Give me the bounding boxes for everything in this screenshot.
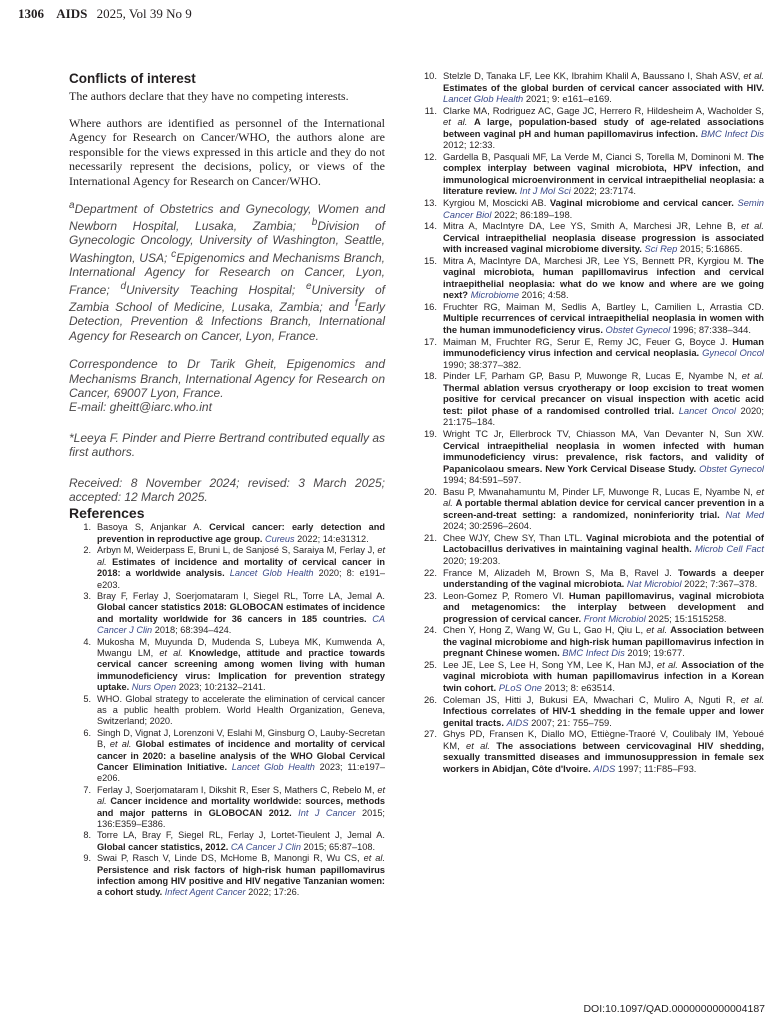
reference-authors: Torre LA, Bray F, Siegel RL, Ferlay J, Lortet-Tieulent J, Jemal A. [97, 830, 385, 841]
reference-citation: 2023; 10:2132–2141. [176, 682, 266, 693]
reference-citation: 2015; 65:87–108. [300, 841, 376, 852]
reference-authors: Chen Y, Hong Z, Wang W, Gu L, Gao H, Qiu L, [443, 624, 647, 636]
reference-citation: 1997; 11:F85–F93. [615, 762, 697, 774]
reference-journal[interactable]: Gynecol Oncol [702, 347, 764, 359]
reference-title: Association of the vaginal microbiota with human papillomavirus infection in a Korean twin cohort. [443, 658, 765, 693]
reference-journal[interactable]: BMC Infect Dis [562, 647, 625, 659]
reference-title: Towards a deeper understanding of the vaginal microbiota. [443, 566, 764, 590]
reference-number: 19. [423, 427, 437, 439]
reference-title: Global estimates of incidence and mortality of cervical cancer in 2020: a baseline analysis of the WHO Global Cervical Cancer Elimination Initiative. [97, 739, 385, 772]
right-column [415, 70, 764, 774]
reference-title: The associations between cervicovaginal HIV shedding, sexually transmitted diseases and immunosuppression in female sex workers in Abidjan, Côte d'Ivoire. [443, 739, 764, 774]
reference-et-al: et al. [740, 693, 765, 705]
reference-item [69, 545, 385, 591]
reference-citation: 2022; 86:189–198. [491, 208, 573, 220]
reference-journal[interactable]: Sci Rep [644, 243, 678, 255]
reference-journal[interactable]: Lancet Glob Health [443, 93, 524, 105]
reference-journal[interactable]: CA Cancer J Clin [97, 613, 385, 636]
reference-item [69, 830, 385, 853]
left-column [69, 70, 385, 899]
reference-title: A large, population-based study of age-related associations between vaginal pH and human papillomavirus infection. [443, 116, 765, 139]
reference-item [415, 486, 764, 532]
reference-authors: Basoya S, Anjankar A. [97, 522, 210, 533]
reference-number: 14. [423, 220, 437, 232]
reference-authors: Arbyn M, Weiderpass E, Bruni L, de Sanjosé S, Saraiya M, Ferlay J, [97, 545, 378, 556]
affiliation: $^b$Division of Gynecologic Oncology, University of Washington, Seattle, Washington, USA; [69, 216, 385, 265]
reference-number: 27. [423, 728, 437, 740]
reference-journal[interactable]: PLoS One [498, 681, 542, 693]
reference-number: 13. [423, 197, 437, 209]
reference-item [69, 637, 385, 694]
reference-et-al: et al. [97, 784, 385, 807]
correspondence: Correspondence to Dr Tarik Gheit, Epigenomics and Mechanisms Branch, International Agency for Research on Cancer, 69007 Lyon, France. [69, 357, 385, 401]
reference-et-al: et al. [363, 853, 386, 864]
reference-title: Persistence and risk factors of high-risk human papillomavirus infection among HIV positive and HIV negative Tanzanian women: a cohort study. [97, 864, 385, 898]
reference-title: Cervical cancer: early detection and prevention in reproductive age group. [97, 522, 385, 544]
reference-et-al: et al. [466, 739, 491, 751]
affiliation: $^d$University Teaching Hospital; [120, 280, 306, 297]
reference-item [415, 532, 764, 567]
volume-info: 2025, Vol 39 No 9 [96, 6, 192, 21]
reference-title: Knowledge, attitude and practice towards cervical cancer screening among women living with human immunodeficiency virus: Implication for prevention strategy uptake. [97, 647, 385, 693]
reference-number: 9. [83, 853, 91, 864]
reference-item [415, 255, 764, 301]
reference-number: 2. [83, 545, 91, 556]
reference-number: 11. [424, 104, 437, 116]
reference-title: The complex interplay between vaginal microbiota, HPV infection, and immunological microenvironment in cervical intraepithelial neoplasia: a literature review. [443, 150, 764, 197]
reference-authors: Clarke MA, Rodriguez AC, Gage JC, Herrero R, Hildesheim A, Wacholder S, [443, 104, 764, 116]
reference-citation: 2021; 9: e161–e169. [523, 93, 612, 105]
reference-authors: Singh D, Vignat J, Lorenzoni V, Eslahi M, Ginsburg O, Lauby-Secretan B, [97, 727, 385, 750]
reference-citation: 2023; 11:e197–e206. [97, 762, 386, 784]
reference-title: Cancer incidence and mortality worldwide: sources, methods and major patterns in GLOBOCAN 2012. [97, 796, 385, 818]
reference-title: Human papillomavirus, vaginal microbiota and metagenomics: the interplay between development and progression of cervical cancer. [443, 589, 764, 624]
reference-number: 8. [83, 830, 91, 841]
affiliation: $^e$University of Zambia School of Medicine, Lusaka, Zambia; and [69, 280, 385, 314]
reference-list-right [415, 70, 764, 774]
reference-journal[interactable]: Lancet Glob Health [229, 568, 314, 579]
reference-title: Global cancer statistics, 2012. [97, 841, 229, 852]
reference-authors: WHO. Global strategy to accelerate the elimination of cervical cancer as a public health problem. World Health Organization, Geneva, Switzerland; 2020. [97, 693, 385, 727]
reference-et-al: et al. [741, 220, 764, 232]
reference-title: Thermal ablation versus cryotherapy or loop excision to treat women positive for cervical precancer on visual inspection with acetic acid test: pilot phase of a randomised controlled trial. [443, 381, 764, 416]
reference-authors: Pinder LF, Parham GP, Basu P, Muwonge R, Lucas E, Nyambe N, [443, 370, 742, 382]
reference-authors: France M, Alizadeh M, Brown S, Ma B, Ravel J. [443, 566, 678, 578]
reference-number: 1. [83, 522, 91, 533]
reference-number: 7. [83, 784, 91, 795]
running-header [18, 6, 763, 22]
reference-citation: 2018; 68:394–424. [152, 625, 232, 636]
affiliation: $^a$Department of Obstetrics and Gynecology, Women and Newborn Hospital, Lusaka, Zambia; [69, 199, 385, 233]
reference-et-al: et al. [743, 70, 765, 81]
reference-authors: Leon-Gomez P, Romero VI. [443, 589, 569, 601]
reference-item [415, 301, 764, 336]
reference-authors: Stelzle D, Tanaka LF, Lee KK, Ibrahim Khalil A, Baussano I, Shah ASV, [443, 70, 744, 81]
reference-number: 20. [423, 485, 437, 497]
reference-item [415, 197, 764, 220]
iarc-disclaimer: Where authors are identified as personnel of the International Agency for Research on Cancer/WHO, the authors alone are responsible for the views expressed in this article and they do not necessarily represent the decisions, policy, or views of the International Agency for Research on Cancer/WHO. [69, 115, 385, 188]
reference-list-left [69, 522, 385, 898]
reference-journal[interactable]: AIDS [593, 762, 616, 774]
reference-citation: 2016; 4:58. [519, 289, 569, 301]
reference-citation: 2012; 12:33. [443, 139, 496, 151]
reference-authors: Mukosha M, Muyunda D, Mudenda S, Lubeya MK, Kumwenda A, Mwangu LM, [97, 636, 385, 658]
reference-authors: Fruchter RG, Maiman M, Sedlis A, Bartley L, Camilien L, Arrastia CD. [443, 300, 764, 312]
reference-title: Vaginal microbiota and the potential of Lactobacillus derivatives in maintaining vaginal health. [443, 531, 764, 555]
reference-authors: Swai P, Rasch V, Linde DS, McHome B, Manongi R, Wu CS, [97, 853, 364, 864]
reference-citation: 2022; 23:7174. [570, 185, 637, 197]
reference-authors: Bray F, Ferlay J, Soerjomataram I, Siegel RL, Torre LA, Jemal A. [97, 590, 385, 601]
reference-title: Multiple recurrences of cervical intraepithelial neoplasia in women with the human immunodeficiency virus. [443, 312, 764, 336]
reference-citation: 2024; 30:2596–2604. [443, 520, 532, 532]
reference-citation: 1990; 38:377–382. [443, 358, 522, 370]
reference-journal[interactable]: Infect Agent Cancer [164, 887, 246, 898]
reference-item [69, 785, 385, 831]
reference-title: Estimates of incidence and mortality of cervical cancer in 2018: a worldwide analysis. [97, 556, 385, 579]
reference-et-al: et al. [109, 739, 132, 750]
reference-title: Cervical intraepithelial neoplasia disease progression is associated with increased vaginal microbiome diversity. [443, 231, 764, 255]
reference-authors: Lee JE, Lee S, Lee H, Song YM, Lee K, Han MJ, [443, 658, 657, 670]
reference-authors: Mitra A, MacIntyre DA, Lee YS, Smith A, Marchesi JR, Lehne B, [443, 220, 742, 232]
reference-number: 10. [423, 70, 437, 81]
reference-item [69, 522, 385, 545]
reference-number: 5. [83, 693, 91, 704]
reference-journal[interactable]: Cureus [264, 533, 295, 544]
reference-journal[interactable]: AIDS [506, 716, 529, 728]
reference-number: 23. [423, 589, 437, 601]
reference-title: Cervical intraepithelial neoplasia in women infected with human immunodeficiency virus: prevalence, risk factors, and validity of Papanicolaou smears. New York Cervical Disease Study. [443, 439, 764, 474]
reference-journal[interactable]: Int J Cancer [298, 807, 356, 818]
reference-journal[interactable]: Lancet Oncol [678, 404, 736, 416]
reference-title: The vaginal microbiota, human papillomavirus infection and cervical intraepithelial neoplasia: what do we know and where are we going next? [443, 254, 764, 301]
reference-title: Human immunodeficiency virus infection and cervical neoplasia. [443, 335, 764, 359]
reference-number: 21. [423, 531, 437, 543]
reference-authors: Ferlay J, Soerjomataram I, Dikshit R, Eser S, Mathers C, Rebelo M, [97, 784, 378, 795]
reference-citation: 2025; 15:1515258. [645, 612, 727, 624]
reference-journal[interactable]: Obstet Gynecol [605, 324, 671, 336]
reference-item [415, 105, 764, 151]
reference-number: 6. [83, 727, 91, 738]
reference-item [415, 70, 764, 105]
reference-item [69, 591, 385, 637]
reference-et-al: et al. [656, 658, 678, 670]
correspondence-email[interactable]: E-mail: gheitt@iarc.who.int [69, 400, 212, 415]
reference-citation: 1994; 84:591–597. [443, 474, 522, 486]
reference-journal[interactable]: Obstet Gynecol [699, 462, 765, 474]
journal-name: AIDS [56, 6, 88, 21]
reference-item [415, 659, 764, 694]
reference-item [415, 151, 764, 197]
reference-authors: Ghys PD, Fransen K, Diallo MO, Ettiègne-Traoré V, Coulibaly IM, Yeboué KM, [443, 728, 764, 751]
reference-journal[interactable]: Microbiome [470, 289, 520, 301]
reference-number: 3. [83, 590, 91, 601]
reference-citation: 2007; 21: 755–759. [528, 716, 612, 728]
reference-title: Global cancer statistics 2018: GLOBOCAN estimates of incidence and mortality worldwide for 36 cancers in 185 countries. [97, 602, 385, 624]
reference-et-al: et al. [646, 624, 668, 636]
reference-item [415, 370, 764, 428]
reference-item [415, 624, 764, 659]
reference-number: 15. [423, 254, 437, 266]
reference-citation: 2019; 19:677. [624, 647, 685, 659]
reference-title: Infectious correlates of HIV-1 shedding in the female upper and lower genital tracts. [443, 705, 764, 728]
reference-journal[interactable]: Lancet Glob Health [231, 762, 315, 772]
reference-item [415, 694, 764, 729]
reference-journal[interactable]: BMC Infect Dis [700, 127, 764, 139]
reference-journal[interactable]: Microb Cell Fact [694, 543, 764, 555]
reference-journal[interactable]: Int J Mol Sci [519, 185, 571, 197]
reference-item [415, 336, 764, 371]
doi[interactable]: DOI:10.1097/QAD.0000000000004187 [583, 1003, 765, 1015]
reference-item [415, 590, 764, 625]
reference-item [415, 220, 764, 255]
conflicts-statement: The authors declare that they have no competing interests. [69, 89, 349, 103]
reference-item [69, 853, 385, 899]
reference-authors: Mitra A, MacIntyre DA, Marchesi JR, Lee YS, Bennett PR, Kyrgiou M. [443, 254, 748, 266]
reference-journal[interactable]: Nat Med [725, 508, 765, 520]
reference-journal[interactable]: Nat Microbiol [626, 578, 682, 590]
reference-journal[interactable]: CA Cancer J Clin [230, 841, 301, 852]
affiliation: $^f$Early Detection, Prevention & Infections Branch, International Agency for Research on Cancer, Lyon, France. [69, 298, 385, 343]
reference-citation: 2013; 8: e63514. [542, 681, 615, 693]
reference-title: A portable thermal ablation device for cervical cancer prevention in a screen-and-treat setting: a randomized, noninferiority trial. [443, 497, 764, 520]
reference-authors: Basu P, Mwanahamuntu M, Pinder LF, Muwonge R, Lucas E, Nyambe N, [443, 485, 757, 497]
reference-citation: 2020; 21:175–184. [443, 404, 764, 428]
reference-number: 24. [423, 624, 437, 636]
reference-item [415, 567, 764, 590]
reference-citation: 2022; 14:e31312. [294, 533, 369, 544]
reference-authors: Maiman M, Fruchter RG, Serur E, Remy JC, Feuer G, Boyce J. [443, 335, 733, 347]
reference-citation: 2022; 7:367–378. [681, 578, 758, 590]
reference-number: 25. [423, 658, 437, 670]
reference-authors: Chee WJY, Chew SY, Than LTL. [443, 531, 587, 543]
affiliation: $^c$Epigenomics and Mechanisms Branch, International Agency for Research on Cancer, Lyon, France; [69, 248, 385, 297]
reference-number: 26. [423, 693, 437, 705]
reference-item [69, 694, 385, 728]
reference-et-al: et al. [443, 116, 468, 128]
reference-et-al: et al. [159, 647, 183, 658]
reference-number: 16. [423, 300, 437, 312]
reference-item [69, 728, 385, 785]
reference-et-al: et al. [97, 545, 385, 567]
page-number: 1306 [18, 6, 44, 21]
reference-citation: 1996; 87:338–344. [670, 324, 751, 336]
reference-citation: 2020; 8: e191–e203. [97, 568, 385, 590]
reference-journal[interactable]: Nurs Open [131, 682, 177, 693]
reference-citation: 2015; 136:E359–E386. [97, 807, 385, 830]
reference-number: 17. [423, 335, 437, 347]
article-dates: Received: 8 November 2024; revised: 3 March 2025; accepted: 12 March 2025. [69, 475, 385, 505]
reference-citation: 2020; 19:203. [443, 554, 501, 566]
reference-item [415, 728, 764, 774]
reference-authors: Coleman JS, Hitti J, Bukusi EA, Mwachari C, Muliro A, Nguti R, [443, 693, 741, 705]
affiliations [69, 199, 385, 344]
reference-number: 22. [423, 566, 437, 578]
reference-title: Association between the vaginal microbiome and high-risk human papillomavirus infection in pregnant Chinese women. [443, 624, 764, 659]
reference-authors: Wright TC Jr, Ellerbrock TV, Chiasson MA, Van Devanter N, Sun XW. [443, 427, 764, 439]
reference-authors: Gardella B, Pasquali MF, La Verde M, Cianci S, Torella M, Dominoni M. [443, 150, 748, 162]
reference-journal[interactable]: Front Microbiol [583, 612, 646, 624]
reference-title: Vaginal microbiome and cervical cancer. [549, 197, 734, 209]
reference-number: 4. [83, 636, 91, 647]
reference-citation: 2015; 5:16865. [677, 243, 743, 255]
reference-citation: 2022; 17:26. [245, 887, 300, 898]
reference-et-al: et al. [741, 370, 765, 382]
reference-journal[interactable]: Semin Cancer Biol [443, 197, 765, 220]
reference-number: 12. [423, 150, 437, 162]
equal-contribution-note: *Leeya F. Pinder and Pierre Bertrand contributed equally as first authors. [69, 430, 385, 460]
reference-number: 18. [423, 370, 437, 382]
reference-title: Estimates of the global burden of cervical cancer associated with HIV. [443, 81, 764, 93]
reference-item [415, 428, 764, 486]
conflicts-heading: Conflicts of interest [69, 71, 196, 86]
reference-et-al: et al. [443, 485, 764, 509]
references-heading: References [69, 505, 145, 522]
reference-authors: Kyrgiou M, Moscicki AB. [443, 197, 550, 209]
